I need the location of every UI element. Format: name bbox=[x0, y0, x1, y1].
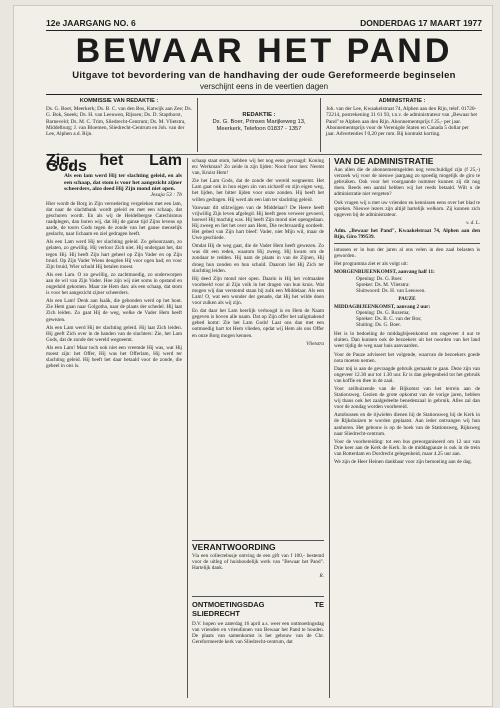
issue-date: DONDERDAG 17 MAART 1977 bbox=[360, 18, 482, 28]
article-paragraph: Als een Lam! Maar toch ook niet een vreemde Hij was, wat Hij moest zijn: het Offer, Hij was het Offerlam, Hij werd ter slachting geleid. Hij heeft het daar betaald voor de zonde, die geheel in ons is. bbox=[46, 344, 182, 370]
verantwoording-signature: R. bbox=[319, 573, 324, 580]
admin-paragraph: Ook vragen wij u met uw vrienden en kennissen eens over het blad te spreken. Nieuwe lezers zijn altijd hartelijk welkom. Zij kunnen zich opgeven bij de administrateur. bbox=[334, 199, 480, 218]
ontmoetingsdag-block bbox=[192, 600, 324, 647]
redaktie-block bbox=[204, 112, 314, 133]
article-column-2 bbox=[192, 158, 324, 349]
issue-number: 12e JAARGANG NO. 6 bbox=[46, 18, 136, 28]
article-signature: Vlietstra bbox=[306, 340, 324, 347]
masthead-title: BEWAAR HET PAND bbox=[75, 32, 453, 70]
redaktie-heading: REDAKTIE : bbox=[242, 112, 276, 118]
ontmoeting-divider bbox=[192, 596, 324, 597]
program-paragraph: We zijn de Heer Heinen dankbaar voor zijn bemoeiing aan de dag. bbox=[334, 459, 472, 466]
newspaper-page bbox=[14, 6, 492, 706]
article-paragraph: Omdat Hij de weg gaat, die de Vader Hem heeft gewezen. Zo was dit een reden, waarom Hij zweeg. Hij kwam om de zondaar te redden. Hij nam de plaats in van de Zijnen, Hij droeg hun zonden en hun schuld. Daarom liet Hij Zich ter slachting leiden. bbox=[192, 243, 324, 274]
ontmoetingsdag-text: D.V. hopen we zaterdag 16 april a.s. weer een ontmoetingsdag van vrienden en vriendinnen van Bewaar het Pand te houden. De plaats van samenkomst is het gebouw van de Chr. Gereformeerde kerk van Sliedrecht-centrum, dat bbox=[192, 621, 324, 646]
program-paragraph: Daar mij is aan de gevraagde gebruik gemaakt te gaan. Deze zijn van ongeveer 12.30 uur tot 1.30 uur. Er is dan gelegenheid tot het gebruik van koffie en thee in de zaal. bbox=[334, 365, 480, 384]
article-paragraph: Als een Lam! Denk aan Isaäk, die gebonden werd op het hout. Zie Hem gaan naar Golgotha, naar de plaats der schedel. Hij laat Zich leiden. Zo gaat Hij de weg, welke de Vader Hem heeft gewezen. bbox=[46, 298, 182, 323]
program-block bbox=[334, 247, 480, 465]
program-intro2: Het programma ziet er als volgt uit: bbox=[334, 261, 409, 268]
commissie-text: Ds. G. Boer, Meerkerk; Ds. B. C. van den Bos, Katwijk aan Zee; Ds. G. Bok, Sneek; Ds. H. van Leeuwen, Rijssen; Ds. D. Stapthorst, Barneveld; Ds. M. C. Trim, Sliedrecht-Centrum; Ds. M. Vlietstra, Middelburg; J. van Bloemen, Sliedrecht-Centrum en Joh. van der Lee, Alphen a.d. Rijn. bbox=[46, 106, 192, 138]
verantwoording-heading: VERANTWOORDING bbox=[192, 542, 276, 552]
article-column-1 bbox=[46, 152, 182, 371]
afternoon-heading: MIDDAGBIJEENKOMST, aanvang 2 uur: bbox=[334, 303, 431, 310]
article-title: Zie, het Lam Gods bbox=[46, 152, 182, 176]
article-lead-text: Als een lam werd Hij ter slachting geleid, en als een schaap, dat stom is voor het aangezicht zijner scheerders, alzo deed Hij Zijn mond niet open. bbox=[64, 173, 182, 192]
article-paragraph: Hij deed Zijn mond niet open. Daarin is Hij het volmaakte voorbeeld voor al Zijn volk in het dragen van hun kruis. Wat mogen wij dan verstomd staan bij zulk een Middelaar. Als een Lam! O, wat een wonder der genade, dat Hij het wilde doen voor zulken als wij zijn. bbox=[192, 275, 324, 307]
verantwoording-text: Via een collectebusje ontving de een gift van f 100,- bestemd voor de uitleg of huishoudelijk werk van "Bewaar het Pand". Hartelijk dank. bbox=[192, 553, 324, 572]
info-divider-right bbox=[320, 98, 321, 152]
redaktie-line1: Ds. G. Boer, Prinses Marijkeweg 13, bbox=[212, 119, 306, 125]
commissie-block bbox=[46, 98, 192, 137]
admin-signature: v. d. L. bbox=[466, 219, 480, 226]
verant-divider bbox=[192, 540, 324, 541]
article-paragraph: Als een Lam werd Hij ter slachting geleid. Hij laat Zich leiden. Hij geeft Zich over in de handen van de slachters: Zie, het Lam Gods, dat de zonde der wereld wegneemt. bbox=[46, 324, 182, 343]
administratie-text: Joh. van der Lee, Kwaakelstraat 74, Alphen aan den Rijn, telef. 01720-72214, postrekening 31 61 93, t.n.v. de administrateur van „Bewaar het Pand" te Alphen aan den Rijn. Abonnementsprijs f 25,- per jaar. Abonnementsprijs voor de Verenigde Staten en Canada 5 dollar per jaar. Advertenties f 0,20 per mm. Bij kontrakt korting. bbox=[326, 106, 478, 138]
info-divider-left bbox=[197, 98, 198, 152]
redaktie-line2: Meerkerk, Telefoon 01837 - 1357 bbox=[216, 126, 302, 132]
afternoon-closing: Sluiting: Ds. G. Boer. bbox=[356, 322, 401, 329]
afternoon-opening: Opening: Ds. G. Rozema; bbox=[356, 309, 410, 316]
article-paragraph: En dat daar het Lam heerlijk verhoogd is en Hem de Naam gegeven is boven alle naam. Dat op Zijn offer het zaligmakend gebed komt: Zie het Lam Gods! Laat ons dan met een ootmoedig hart tot Hem vlieden, opdat wij Hem als ons Offer en onze Borg mogen kennen. bbox=[192, 308, 324, 339]
program-paragraph: Voor zeilhuizende van de Bijkomst van het terrein aan de Stationsweg. Gezien de grote opkomst van de vorige jaren, hebben wij thans ook het zaalgedeelte benedenzaal in gebruik. Alles zal dan voor de zondag worden voorbereid. bbox=[334, 386, 480, 411]
afternoon-speaker: Spreker: Ds. B. C. van der Bos; bbox=[356, 316, 422, 323]
morning-opening: Opening: Ds. G. Boer. bbox=[356, 275, 403, 282]
article-lead bbox=[46, 173, 182, 199]
pauze-label: PAUZE bbox=[398, 295, 416, 302]
morning-heading: MORGENBIJEENKOMST, aanvang half 11: bbox=[334, 269, 435, 276]
article-paragraph: Als een Lam werd Hij ter slachting geleid. Zo gehoorzaam, zo gelaten, zo gewillig. Hij verloor Zich niet. Hij ondergaat het, dat tegen Hij. Hij heeft Zijn hart geheel op Zijn Vader en op Zijn bruid. Op Zijn Vader Wiens deugden Hij voor ogen had; en voor Zijn bruid, Wier schuld Hij betalen moest. bbox=[46, 239, 182, 270]
issue-bar bbox=[46, 16, 482, 31]
administratie-heading: ADMINISTRATIE : bbox=[378, 98, 426, 104]
ontmoetingsdag-heading: ONTMOETINGSDAG TE SLIEDRECHT bbox=[192, 600, 324, 618]
program-intro: intussen er in hun der jaren al ons velen in den zaal belasten is geworden. bbox=[334, 247, 480, 260]
masthead-subtitle: Uitgave tot bevordering van de handhaving der oude Gereformeerde beginselen bbox=[72, 70, 456, 81]
commissie-heading: KOMMISSIE VAN REDAKTIE : bbox=[79, 98, 159, 104]
admin-address: Adm. „Bewaar het Pand", Kwaakelstraat 74, Alphen aan den Rijn, Giro 799539. bbox=[334, 227, 480, 241]
admin-column bbox=[334, 158, 480, 465]
verantwoording-block bbox=[192, 544, 324, 581]
article-paragraph: Hier wordt de Borg in Zijn vernedering vergeleken met een lam, dat naar de slachtbank wordt geleid en met een schaap, dat geschoren wordt. En als wij de Heidelbergse Catechismus raadplegen, dan horen wij, dat Hij de ganse tijd Zijns levens op aarde, de toorn Gods tegen de zonde van het ganse menselijk geslacht, naar lichaam en ziel gedragen heeft. bbox=[46, 200, 182, 238]
program-paragraph: Autobussen en de rijwielen dienen bij de Stationsweg bij de Kerk in de Rijkshuizen te worden geplaatst. Aan ieder ontvangen wij hun aanhoren. Het gebouw is op de hoek van de Stationsweg, Rijksweg naar Sliedrecht-centrum. bbox=[334, 412, 480, 437]
column-divider-2 bbox=[329, 158, 330, 698]
article-paragraph: Vanwaar dit stilzwijgen van de Middelaar? De Heere heeft vrijwillig Zijn leven afgelegd. Hij heeft geen verweer gevoerd, hoewel Hij machtig was. Hij heeft Zijn mond niet opengedaan. Hij zweeg en liet het over aan Hem, Die rechtvaardig oordeelt. Het gebed van Zijn hart bleef: Vader, niet Mijn wil, maar de Uwe geschiede. bbox=[192, 204, 324, 242]
article-paragraph: Als een Lam. O zo gewillig, zo zachtmoedig, zo onderworpen aan de wil van Zijn Vader. Hoe zijn wij niet soms in opstand en ongeduld gekomen. Maar zie Hem dan: als een schaap, dat stom is voor het aangezicht zijner scheerders. bbox=[46, 271, 182, 297]
article-lead-ref: Jesaja 53 : 7b bbox=[150, 192, 182, 199]
morning-closing: Sluitwoord: Ds. H. van Leeuwen. bbox=[356, 287, 426, 294]
van-de-administratie-heading: VAN DE ADMINISTRATIE bbox=[334, 156, 434, 166]
program-paragraph: Voor de voorbereiding: tot een bus gereorganiseerd om 12 uur van Drie keer aan de Kerk de Kerk. In de middagpauze is ook in de trein van Rotterdam en Dordrecht gelegenheid, maar 4.25 uur aan. bbox=[334, 438, 480, 457]
admin-paragraph: Aan allen die de abonnementsgelden nog verschuldigd zijn (f 25,-) verzoek wij voor de nieuwe jaargang zo spoedig mogelijk de giro te gebruiken. Ook voor het voorgaande nummer kunnen zij dit nog doen. Reeds een aantal hebben wij het reeds betaald. Wilt u de administratie niet vergeten? bbox=[334, 167, 480, 198]
masthead-frequency: verschijnt eens in de veertien dagen bbox=[46, 82, 482, 95]
article-paragraph: schaap staat stom, hebben wij het nog eens gevraagd: Koning en: Werkman? Zo zeide in zijn lijden: Nooit hoor hen: Neemt van, Kruist Hem! bbox=[192, 158, 324, 177]
administratie-block bbox=[326, 98, 478, 137]
morning-speaker: Spreker: Ds. M. Vlietstra: bbox=[356, 281, 410, 288]
program-paragraph: Het is in bedoeling de middagbijeenkomst om ongeveer 4 uur te sluiten. Dan kunnen ook de bezoekers uit het noorden van het land weer tijdig de weg naar huis aanvaarden. bbox=[334, 331, 480, 350]
program-paragraph: Voor de Pauze adviseert het volgende, waarvan de bezoekers goede nota moeten nemen. bbox=[334, 351, 480, 364]
article-paragraph: Zie het Lam Gods, dat de zonde der wereld wegneemt. Het Lam gaat ook in hun eigen zin van zichzelf en zijn eigen weg, het lijden, het bitter lijden voor onze zonden. Hij heeft het willen gedragen. Hij werd als een lam ter slachting geleid. bbox=[192, 178, 324, 203]
column-divider-1 bbox=[187, 158, 188, 698]
admin-divider bbox=[334, 243, 480, 244]
